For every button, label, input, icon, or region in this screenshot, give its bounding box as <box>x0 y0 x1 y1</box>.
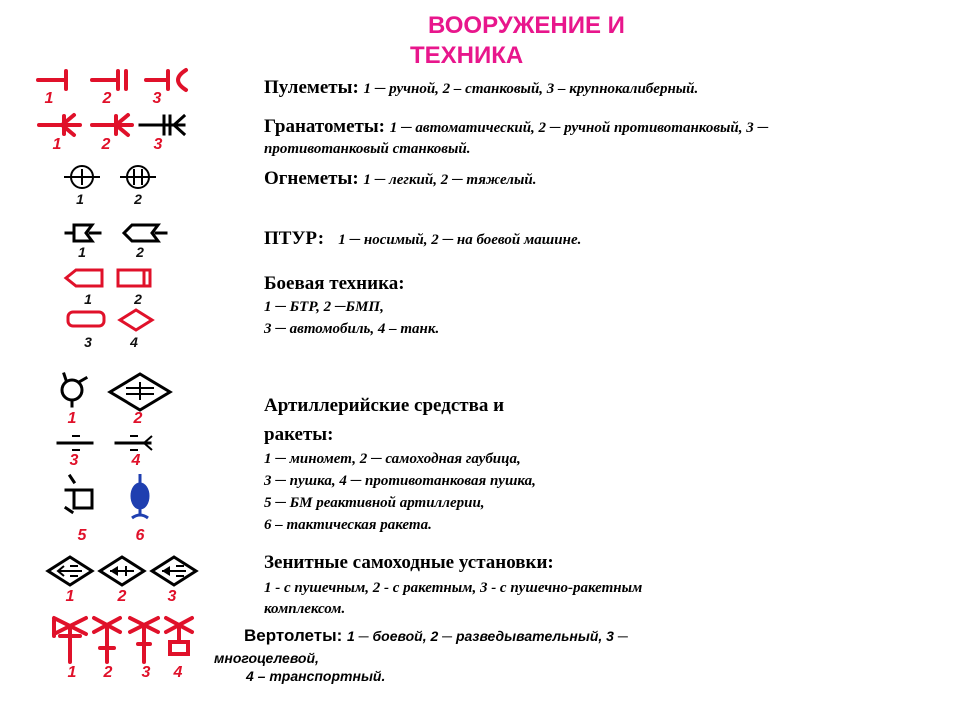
air-defense-desc-1: 1 - с пушечным, 2 - с ракетным, 3 - с пушечно-ракетным <box>264 580 643 596</box>
heli-label-1: 1 <box>67 664 77 681</box>
recon-helicopter-icon <box>94 618 120 662</box>
tactical-missile-icon <box>132 474 148 518</box>
gl-label-2: 2 <box>101 136 111 153</box>
art-label-1: 1 <box>67 410 77 427</box>
ad-label-1: 1 <box>65 588 75 605</box>
gl-label-1: 1 <box>52 136 62 153</box>
machine-guns-desc: 1 ─ ручной, 2 – станковый, 3 – крупнокалиберный. <box>363 81 699 97</box>
grenade-launchers-title: Гранатометы: <box>264 116 386 137</box>
air-defense-symbols <box>44 554 204 588</box>
cv-label-2: 2 <box>134 291 142 307</box>
atgm-desc: 1 ─ носимый, 2 ─ на боевой машине. <box>338 232 582 248</box>
gun-air-defense-icon <box>48 557 92 585</box>
grenade-launcher-symbols <box>36 112 196 138</box>
air-defense-title: Зенитные самоходные установки: <box>264 552 554 573</box>
atgm-heading <box>264 228 581 251</box>
handheld-antitank-grenade-launcher-icon <box>92 115 132 135</box>
apc-icon <box>66 270 102 286</box>
mg-label-2: 2 <box>102 90 112 107</box>
artillery-desc-3: 5 ─ БМ реактивной артиллерии, <box>264 495 485 511</box>
cv-label-4: 4 <box>130 334 138 350</box>
artillery-desc-4: 6 – тактическая ракета. <box>264 517 432 533</box>
ad-label-2: 2 <box>117 588 127 605</box>
atgm-title: ПТУР: <box>264 228 325 249</box>
ifv-icon <box>118 270 150 286</box>
machine-guns-title: Пулеметы: <box>264 77 359 98</box>
helicopters-desc-1: 1 ─ боевой, 2 ─ разведывательный, 3 ─ <box>347 628 628 644</box>
portable-atgm-icon <box>66 225 100 241</box>
cannon-icon <box>58 436 92 450</box>
vehicle-atgm-icon <box>124 225 166 241</box>
machine-gun-symbols <box>34 68 194 92</box>
art-label-2: 2 <box>133 410 143 427</box>
attack-helicopter-icon <box>54 618 86 662</box>
helicopter-symbols <box>46 612 206 664</box>
flamethrowers-desc: 1 ─ легкий, 2 ─ тяжелый. <box>363 172 537 188</box>
flamethrowers-heading <box>264 168 537 191</box>
artillery-title-1: Артиллерийские средства и <box>264 395 505 416</box>
title-line-1: ВООРУЖЕНИЕ И <box>428 12 625 39</box>
mounted-antitank-grenade-launcher-icon <box>140 116 184 134</box>
art-label-4: 4 <box>131 452 141 469</box>
grenade-launchers-heading <box>264 116 768 139</box>
combat-vehicles-title: Боевая техника: <box>264 273 405 294</box>
multirole-helicopter-icon <box>130 618 158 662</box>
ft-label-2: 2 <box>134 191 142 207</box>
heli-label-4: 4 <box>173 664 183 681</box>
rocket-artillery-icon <box>66 476 92 512</box>
light-machine-gun-icon <box>38 71 66 89</box>
large-caliber-machine-gun-icon <box>146 70 186 90</box>
car-icon <box>68 312 104 326</box>
helicopters-heading <box>244 625 628 647</box>
cv-label-1: 1 <box>84 291 92 307</box>
combat-vehicles-desc-2: 3 ─ автомобиль, 4 – танк. <box>264 321 440 337</box>
heavy-machine-gun-icon <box>92 71 126 89</box>
automatic-grenade-launcher-icon <box>39 115 80 135</box>
artillery-title-2: ракеты: <box>264 424 334 445</box>
flamethrowers-title: Огнеметы: <box>264 168 359 189</box>
helicopters-title: Вертолеты: <box>244 626 343 645</box>
art-label-3: 3 <box>69 452 79 469</box>
artillery-desc-1: 1 ─ миномет, 2 ─ самоходная гаубица, <box>264 451 521 467</box>
helicopters-desc-2: многоцелевой, <box>214 650 319 666</box>
antitank-gun-icon <box>116 436 152 450</box>
heli-label-3: 3 <box>141 664 151 681</box>
grenade-launchers-desc-1: 1 ─ автоматический, 2 ─ ручной противотанковый, 3 ─ <box>389 120 769 136</box>
tank-icon <box>120 310 152 330</box>
mg-label-3: 3 <box>152 90 162 107</box>
grenade-launchers-desc-2: противотанковый станковый. <box>264 141 471 157</box>
missile-air-defense-icon <box>100 557 144 585</box>
gl-label-3: 3 <box>153 136 163 153</box>
flamethrower-symbols <box>60 162 170 192</box>
ft-label-1: 1 <box>76 191 84 207</box>
art-label-6: 6 <box>135 527 145 544</box>
transport-helicopter-icon <box>166 618 192 654</box>
heli-label-2: 2 <box>103 664 113 681</box>
atgm-label-1: 1 <box>78 244 86 260</box>
ad-label-3: 3 <box>167 588 177 605</box>
artillery-desc-2: 3 ─ пушка, 4 ─ противотанковая пушка, <box>264 473 536 489</box>
machine-guns-heading <box>264 77 698 100</box>
title-line-2: ТЕХНИКА <box>410 42 524 69</box>
atgm-label-2: 2 <box>136 244 144 260</box>
mortar-icon <box>62 374 86 406</box>
self-propelled-howitzer-icon <box>110 374 170 410</box>
combat-vehicles-desc-1: 1 ─ БТР, 2 ─БМП, <box>264 299 384 315</box>
light-flamethrower-icon <box>64 166 100 188</box>
artillery-symbols <box>52 370 182 520</box>
art-label-5: 5 <box>77 527 87 544</box>
heavy-flamethrower-icon <box>120 166 156 188</box>
helicopters-desc-3: 4 – транспортный. <box>246 668 386 684</box>
cv-label-3: 3 <box>84 334 92 350</box>
air-defense-desc-2: комплексом. <box>264 601 346 617</box>
mg-label-1: 1 <box>44 90 54 107</box>
gun-missile-air-defense-icon <box>152 557 196 585</box>
